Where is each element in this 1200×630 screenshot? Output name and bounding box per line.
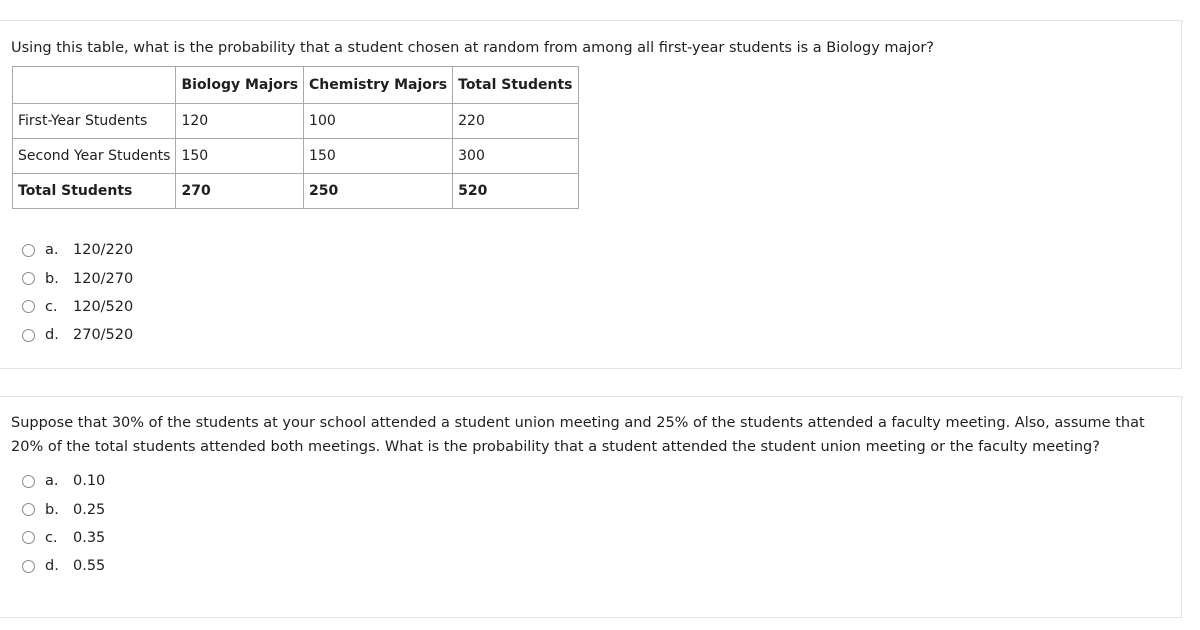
radio-button[interactable]	[22, 531, 35, 544]
question-1-card	[0, 20, 1182, 369]
question-2-choices	[22, 467, 105, 581]
question-2-text: Suppose that 30% of the students at your school attended a student union meeting and 25% of the students attended a faculty meeting. Also, assume that 20% of the total students attended both meetings. What is the probability that a student attended the student union meeting or the faculty meeting?	[11, 415, 1145, 455]
choice-letter: d.	[45, 327, 59, 344]
choice-label: 120/220	[73, 242, 134, 259]
choice-label: 0.55	[73, 558, 106, 575]
choice-d[interactable]	[22, 321, 133, 349]
choice-a[interactable]	[22, 236, 133, 264]
radio-button[interactable]	[22, 475, 35, 488]
table-header-cell: Biology Majors	[176, 67, 304, 104]
table-cell: Total Students	[13, 174, 176, 209]
choice-c[interactable]	[22, 293, 133, 321]
choice-letter: a.	[45, 473, 59, 490]
choice-letter: a.	[45, 242, 59, 259]
table-cell: 150	[176, 139, 304, 174]
choice-label: 0.35	[73, 529, 106, 546]
majors-table	[12, 66, 579, 209]
choice-b[interactable]	[22, 495, 105, 523]
table-cell: 300	[453, 139, 578, 174]
table-header-cell: Total Students	[453, 67, 578, 104]
choice-label: 270/520	[73, 327, 134, 344]
table-cell: First-Year Students	[13, 104, 176, 139]
question-1-text: Using this table, what is the probability that a student chosen at random from among all first-year students is a Biology major?	[11, 40, 934, 56]
table-cell: 120	[176, 104, 304, 139]
table-header-row	[13, 67, 579, 104]
table-cell: 250	[304, 174, 453, 209]
choice-label: 0.10	[73, 473, 106, 490]
table-total-row	[13, 174, 579, 209]
radio-button[interactable]	[22, 244, 35, 257]
table-cell: Second Year Students	[13, 139, 176, 174]
table-cell: 220	[453, 104, 578, 139]
choice-letter: b.	[45, 270, 59, 287]
choice-label: 0.25	[73, 501, 106, 518]
choice-a[interactable]	[22, 467, 105, 495]
radio-button[interactable]	[22, 560, 35, 573]
question-1-choices	[22, 236, 133, 350]
choice-c[interactable]	[22, 524, 105, 552]
table-cell: 150	[304, 139, 453, 174]
choice-b[interactable]	[22, 264, 133, 292]
choice-label: 120/520	[73, 298, 134, 315]
radio-button[interactable]	[22, 503, 35, 516]
table-cell: 520	[453, 174, 578, 209]
table-cell: 270	[176, 174, 304, 209]
choice-letter: b.	[45, 501, 59, 518]
table-row	[13, 139, 579, 174]
table-header-cell	[13, 67, 176, 104]
choice-label: 120/270	[73, 270, 134, 287]
radio-button[interactable]	[22, 329, 35, 342]
table-cell: 100	[304, 104, 453, 139]
choice-letter: d.	[45, 558, 59, 575]
table-header-cell: Chemistry Majors	[304, 67, 453, 104]
radio-button[interactable]	[22, 272, 35, 285]
choice-letter: c.	[45, 529, 58, 546]
question-2-card	[0, 396, 1182, 618]
choice-d[interactable]	[22, 552, 105, 580]
radio-button[interactable]	[22, 300, 35, 313]
table-row	[13, 104, 579, 139]
choice-letter: c.	[45, 298, 58, 315]
